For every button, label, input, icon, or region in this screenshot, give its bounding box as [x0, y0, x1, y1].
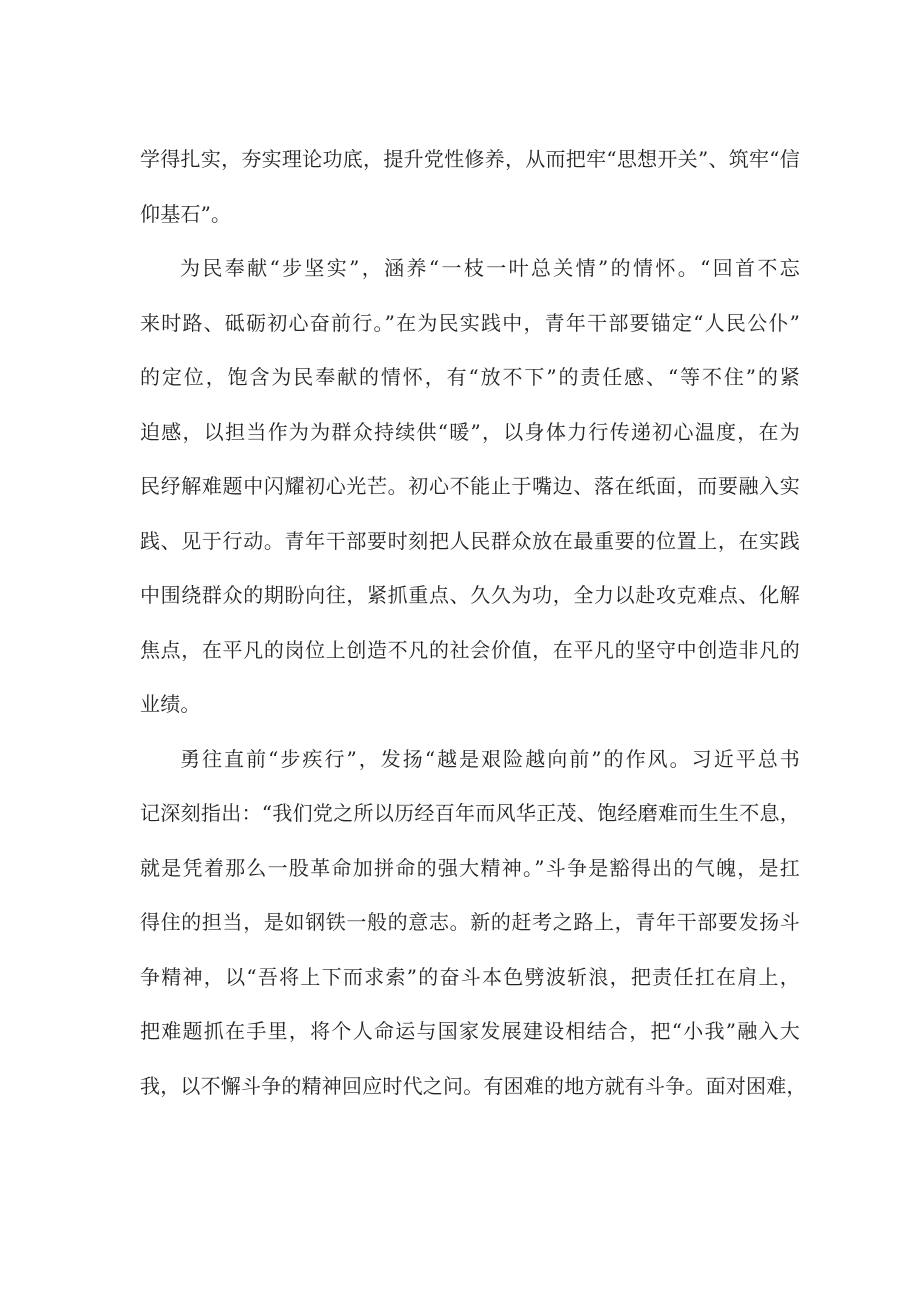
- text-line: 仰基石”。: [140, 201, 232, 226]
- paragraph-3: [140, 732, 807, 1114]
- text-line: 得住的担当，是如钢铁一般的意志。新的赶考之路上，青年干部要发扬斗: [140, 910, 800, 934]
- text-line: 我，以不懈斗争的精神回应时代之问。有困难的地方就有斗争。面对困难，: [140, 1073, 807, 1098]
- text-line: 争精神，以“吾将上下而求索”的奋斗本色劈波斩浪，把责任扛在肩上，: [140, 964, 800, 989]
- text-line: 勇往直前“步疾行”，发扬“越是艰险越向前”的作风。习近平总书: [180, 746, 800, 771]
- text-line: 焦点，在平凡的岗位上创造不凡的社会价值，在平凡的坚守中创造非凡的: [140, 637, 800, 662]
- document-body: [140, 132, 807, 1113]
- text-line: 学得扎实，夯实理论功底，提升党性修养，从而把牢“思想开关”、筑牢“信: [140, 147, 800, 171]
- text-line: 的定位，饱含为民奉献的情怀，有“放不下”的责任感、“等不住”的紧: [140, 365, 800, 389]
- paragraph-2: [140, 241, 800, 732]
- text-line: 中围绕群众的期盼向往，紧抓重点、久久为功，全力以赴攻克难点、化解: [140, 583, 800, 607]
- text-line: 民纾解难题中闪耀初心光芒。初心不能止于嘴边、落在纸面，而要融入实: [140, 474, 800, 498]
- text-line: 把难题抓在手里，将个人命运与国家发展建设相结合，把“小我”融入大: [140, 1019, 800, 1043]
- text-line: 业绩。: [140, 692, 201, 716]
- text-line: 践、见于行动。青年干部要时刻把人民群众放在最重要的位置上，在实践: [140, 528, 800, 553]
- text-line: 就是凭着那么一股革命加拼命的强大精神。”斗争是豁得出的气魄，是扛: [140, 855, 800, 880]
- text-line: 为民奉献“步坚实”，涵养“一枝一叶总关情”的情怀。“回首不忘: [180, 256, 800, 280]
- text-line: 记深刻指出：“我们党之所以历经百年而风华正茂、饱经磨难而生生不息，: [140, 801, 800, 825]
- paragraph-1: [140, 132, 800, 241]
- text-line: 迫感，以担当作为为群众持续供“暖”，以身体力行传递初心温度，在为: [140, 419, 800, 444]
- text-line: 来时路、砥砺初心奋前行。”在为民实践中，青年干部要锚定“人民公仆”: [140, 310, 800, 335]
